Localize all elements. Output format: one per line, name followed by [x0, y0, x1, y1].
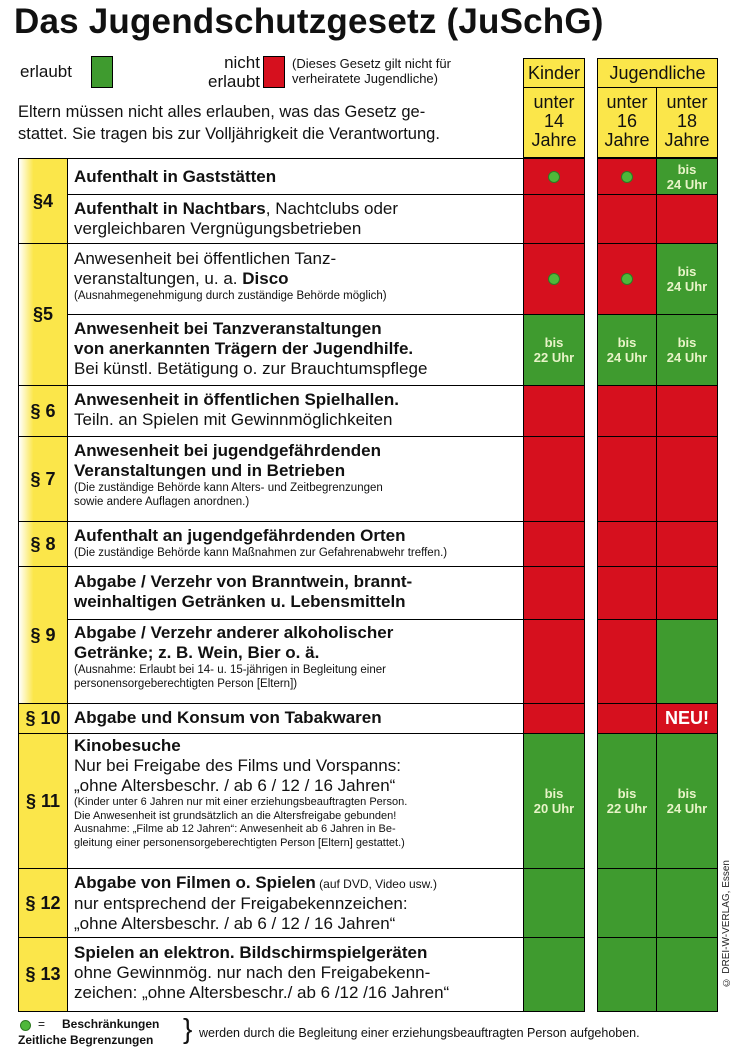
row-spielhallen-text: Teiln. an Spielen mit Gewinnmöglichkeiten: [74, 410, 393, 429]
bis-label: bis: [544, 786, 564, 801]
bis-label: bis: [617, 786, 637, 801]
new-badge: NEU!: [665, 708, 709, 728]
header-col-under-14-line3: Jahre: [531, 130, 577, 150]
row-alkohol: [67, 619, 524, 704]
bis-label: bis: [617, 335, 637, 350]
row-branntwein: [67, 566, 524, 620]
row-jugendgefaehrdend-orte: [67, 521, 524, 567]
footer-brace-icon: }: [183, 1013, 193, 1044]
time-label: 22 Uhr: [606, 801, 648, 816]
time-label: 20 Uhr: [533, 801, 575, 816]
header-col-under-16-line1: unter: [606, 92, 648, 112]
status-bildschirmspiele-u14: [523, 937, 585, 1012]
publisher-credit: © DREI-W-VERLAG, Essen: [721, 860, 732, 988]
header-col-under-18-line1: unter: [666, 92, 708, 112]
row-tabak-title: Abgabe und Konsum von Tabakwaren: [74, 708, 382, 727]
row-kino-title: Kinobesuche: [74, 736, 181, 755]
row-jugendgefaehrdend-veranstaltungen: [67, 436, 524, 522]
legend-not-allowed-label-2: erlaubt: [208, 72, 260, 91]
row-tabak: [67, 703, 524, 734]
header-col-under-14-line1: unter: [533, 92, 575, 112]
row-spielhallen-title: Anwesenheit in öffentlichen Spielhallen.: [74, 390, 399, 409]
time-label: 24 Uhr: [666, 279, 708, 294]
row-disco-line2: veranstaltungen, u. a.: [74, 269, 243, 288]
header-col-under-14-line2: 14: [543, 111, 565, 131]
row-filme-spiele-line3: „ohne Altersbeschr. / ab 6 / 12 / 16 Jahren“: [74, 914, 396, 933]
row-jugendgefaehrdend-veranstaltungen-title2: Veranstaltungen und in Betrieben: [74, 461, 346, 480]
row-nachtbars-text1: , Nachtclubs oder: [265, 199, 399, 218]
status-nachtbars-u16: [597, 194, 657, 244]
row-jugendgefaehrdend-veranstaltungen-title1: Anwesenheit bei jugendgefährdenden: [74, 441, 381, 460]
status-alkohol-u18: [656, 619, 718, 704]
row-disco: [67, 243, 524, 315]
footer-equals: =: [38, 1017, 46, 1031]
status-alkohol-u14: [523, 619, 585, 704]
row-filme-spiele-title: Abgabe von Filmen o. Spielen: [74, 873, 316, 892]
time-label: 24 Uhr: [606, 350, 648, 365]
footer-time-limits: Zeitliche Begrenzungen: [18, 1033, 154, 1047]
status-kino-u18: [656, 733, 718, 869]
status-bildschirmspiele-u18: [656, 937, 718, 1012]
row-jugendhilfe-text: Bei künstl. Betätigung o. zur Brauchtumspflege: [74, 359, 428, 378]
status-filme-u18: [656, 868, 718, 938]
para-9: § 9: [18, 566, 68, 704]
row-gaststaetten: [67, 158, 524, 195]
restriction-dot: [548, 273, 560, 285]
row-gaststaetten-title: Aufenthalt in Gaststätten: [74, 167, 277, 186]
legend-note-1: (Dieses Gesetz gilt nicht für: [292, 56, 451, 71]
page-title: Das Jugendschutzgesetz (JuSchG): [14, 2, 604, 41]
para-8: § 8: [18, 521, 68, 567]
bis-label: bis: [677, 264, 697, 279]
row-filme-spiele-note: (auf DVD, Video usw.): [315, 877, 437, 891]
status-alkohol-u16: [597, 619, 657, 704]
status-orte-u16: [597, 521, 657, 567]
bis-label: bis: [544, 335, 564, 350]
row-branntwein-title1: Abgabe / Verzehr von Branntwein, brannt-: [74, 572, 413, 591]
status-spielhallen-u18: [656, 385, 718, 437]
status-kino-u14: [523, 733, 585, 869]
row-nachtbars-text2: vergleichbaren Vergnügungsbetrieben: [74, 219, 362, 238]
row-kino-line2: Nur bei Freigabe des Films und Vorspanns:: [74, 756, 401, 775]
row-disco-note: (Ausnahmegenehmigung durch zuständige Behörde möglich): [74, 290, 387, 302]
status-jugendhilfe-u16: [597, 314, 657, 386]
para-10: § 10: [18, 703, 68, 734]
row-kino: [67, 733, 524, 869]
row-jugendgefaehrdend-veranstaltungen-note1: (Die zuständige Behörde kann Alters- und Zeitbegrenzungen: [74, 482, 383, 494]
para-7: § 7: [18, 436, 68, 522]
row-kino-note1: (Kinder unter 6 Jahren nur mit einer erziehungsbeauftragten Person.: [74, 796, 408, 808]
restriction-dot: [621, 171, 633, 183]
row-nachtbars: [67, 194, 524, 244]
status-tabak-u16: [597, 703, 657, 734]
row-kino-note4: gleitung einer personensorgeberechtigten Person [Eltern] gestattet.): [74, 836, 405, 849]
row-alkohol-note2: personensorgeberechtigten Person [Eltern]): [74, 678, 298, 690]
status-orte-u18: [656, 521, 718, 567]
status-disco-u14: [523, 243, 585, 315]
status-bildschirmspiele-u16: [597, 937, 657, 1012]
para-12: § 12: [18, 868, 68, 938]
header-col-under-18-line2: 18: [676, 111, 698, 131]
restriction-dot: [548, 171, 560, 183]
status-branntwein-u18: [656, 566, 718, 620]
row-jugendhilfe: [67, 314, 524, 386]
row-spielhallen: [67, 385, 524, 437]
header-col-under-18: [656, 87, 718, 158]
status-branntwein-u16: [597, 566, 657, 620]
para-5: §5: [18, 243, 68, 386]
row-kino-line3: „ohne Altersbeschr. / ab 6 / 12 / 16 Jahren“: [74, 776, 396, 795]
row-jugendhilfe-title2: von anerkannten Trägern der Jugendhilfe.: [74, 339, 414, 358]
row-bildschirmspiele-title: Spielen an elektron. Bildschirmspielgeräten: [74, 943, 428, 962]
row-nachtbars-title: Aufenthalt in Nachtbars: [74, 199, 266, 218]
legend-green-swatch: [91, 56, 113, 88]
header-col-under-14: [523, 87, 585, 158]
footer-restrictions: Beschränkungen: [62, 1017, 160, 1031]
status-gaststaetten-u18: [656, 158, 718, 195]
status-orte-u14: [523, 521, 585, 567]
status-nachtbars-u14: [523, 194, 585, 244]
status-veranstaltungen-u18: [656, 436, 718, 522]
time-label: 22 Uhr: [533, 350, 575, 365]
header-col-under-16-line3: Jahre: [604, 130, 650, 150]
legend-note-2: verheiratete Jugendliche): [292, 71, 438, 86]
row-disco-bold: Disco: [242, 269, 289, 288]
legend-allowed-label: erlaubt: [20, 62, 72, 81]
status-filme-u14: [523, 868, 585, 938]
intro-line-1: Eltern müssen nicht alles erlauben, was das Gesetz ge-: [18, 103, 426, 121]
bis-label: bis: [677, 161, 697, 177]
status-tabak-u18: [656, 703, 718, 734]
legend-not-allowed-label-1: nicht: [224, 53, 260, 72]
status-branntwein-u14: [523, 566, 585, 620]
bis-label: bis: [677, 335, 697, 350]
status-jugendhilfe-u14: [523, 314, 585, 386]
status-disco-u16: [597, 243, 657, 315]
row-filme-spiele: [67, 868, 524, 938]
time-label: 24 Uhr: [666, 801, 708, 816]
header-col-under-16: [597, 87, 657, 158]
status-gaststaetten-u16: [597, 158, 657, 195]
row-kino-note3: Ausnahme: „Filme ab 12 Jahren“: Anwesenheit ab 6 Jahren in Be-: [74, 823, 396, 835]
row-filme-spiele-line2: nur entsprechend der Freigabekennzeichen:: [74, 894, 408, 913]
intro-text: [18, 101, 518, 145]
row-kino-note2: Die Anwesenheit ist grundsätzlich an die Altersfreigabe gebunden!: [74, 809, 397, 822]
row-bildschirmspiele-line2: ohne Gewinnmög. nur nach den Freigabekenn-: [74, 963, 431, 982]
row-disco-line1: Anwesenheit bei öffentlichen Tanz-: [74, 249, 337, 268]
row-jugendgefaehrdend-orte-title: Aufenthalt an jugendgefährdenden Orten: [74, 526, 406, 545]
row-branntwein-title2: weinhaltigen Getränken u. Lebensmitteln: [74, 592, 406, 611]
status-jugendhilfe-u18: [656, 314, 718, 386]
time-label: 24 Uhr: [666, 176, 708, 192]
status-nachtbars-u18: [656, 194, 718, 244]
header-jugendliche: Jugendliche: [597, 58, 718, 88]
row-alkohol-title1: Abgabe / Verzehr anderer alkoholischer: [74, 623, 394, 642]
row-alkohol-title2: Getränke; z. B. Wein, Bier o. ä.: [74, 643, 320, 662]
row-bildschirmspiele-line3: zeichen: „ohne Altersbeschr./ ab 6 /12 /16 Jahren“: [74, 983, 450, 1002]
row-alkohol-note1: (Ausnahme: Erlaubt bei 14- u. 15-jährigen in Begleitung einer: [74, 664, 386, 676]
bis-label: bis: [677, 786, 697, 801]
para-11: § 11: [18, 733, 68, 869]
legend-red-swatch: [263, 56, 285, 88]
status-veranstaltungen-u14: [523, 436, 585, 522]
status-kino-u16: [597, 733, 657, 869]
status-spielhallen-u16: [597, 385, 657, 437]
header-kinder: Kinder: [523, 58, 585, 88]
row-jugendgefaehrdend-orte-note: (Die zuständige Behörde kann Maßnahmen zur Gefahrenabwehr treffen.): [74, 547, 448, 559]
row-bildschirmspiele: [67, 937, 524, 1012]
para-4: §4: [18, 158, 68, 244]
status-filme-u16: [597, 868, 657, 938]
footer-dot-icon: [20, 1020, 31, 1031]
status-disco-u18: [656, 243, 718, 315]
header-col-under-18-line3: Jahre: [664, 130, 710, 150]
status-spielhallen-u14: [523, 385, 585, 437]
row-jugendhilfe-title1: Anwesenheit bei Tanzveranstaltungen: [74, 319, 382, 338]
status-veranstaltungen-u16: [597, 436, 657, 522]
intro-line-2: stattet. Sie tragen bis zur Volljährigkeit die Verantwortung.: [18, 125, 440, 143]
restriction-dot: [621, 273, 633, 285]
row-jugendgefaehrdend-veranstaltungen-note2: sowie andere Auflagen anordnen.): [74, 496, 250, 508]
time-label: 24 Uhr: [666, 350, 708, 365]
para-6: § 6: [18, 385, 68, 437]
status-gaststaetten-u14: [523, 158, 585, 195]
para-13: § 13: [18, 937, 68, 1012]
header-col-under-16-line2: 16: [616, 111, 638, 131]
footer-text: werden durch die Begleitung einer erziehungsbeauftragten Person aufgehoben.: [199, 1026, 640, 1040]
status-tabak-u14: [523, 703, 585, 734]
